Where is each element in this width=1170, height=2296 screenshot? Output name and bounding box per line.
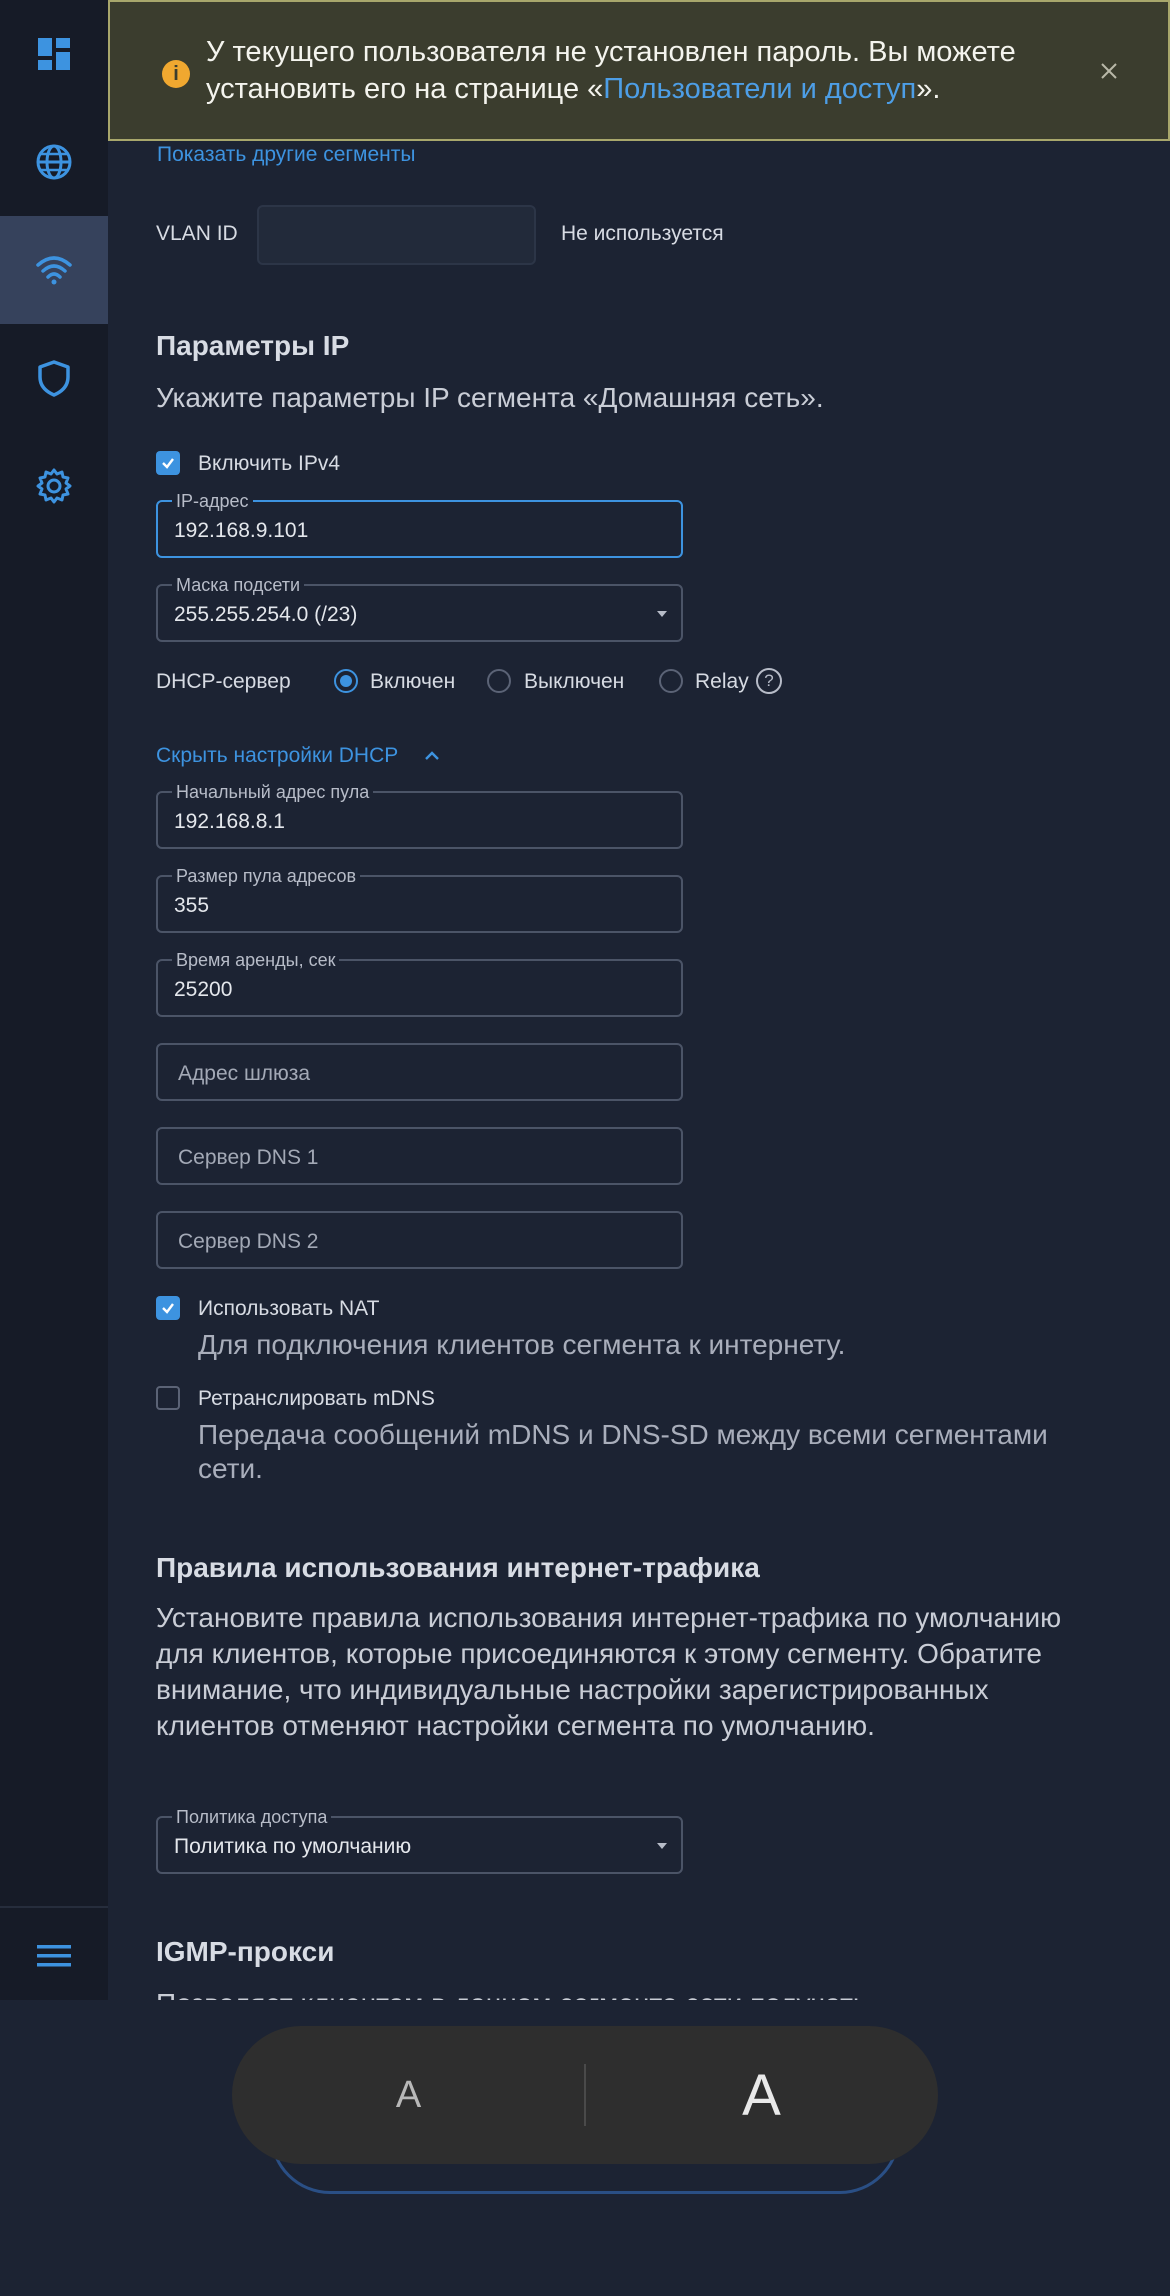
- dropdown-caret-icon: [657, 1843, 667, 1849]
- lease-time-value: 25200: [174, 978, 233, 1001]
- use-nat-checkbox[interactable]: [156, 1296, 180, 1320]
- vlan-id-hint: Не используется: [561, 222, 724, 245]
- banner-text-before: У текущего пользователя не установлен пароль. Вы можете установить его на странице «: [206, 36, 1016, 105]
- hide-dhcp-settings-link[interactable]: [156, 744, 442, 768]
- pool-size-legend: Размер пула адресов: [172, 866, 360, 886]
- sidebar: [0, 0, 108, 2000]
- pool-size-field[interactable]: [156, 866, 683, 933]
- show-other-segments-link[interactable]: Показать другие сегменты: [157, 143, 416, 166]
- dns1-placeholder: Сервер DNS 1: [178, 1146, 319, 1169]
- chevron-up-icon: [422, 749, 442, 763]
- traffic-section-title: Правила использования интернет-трафика: [156, 1552, 760, 1583]
- dns2-field[interactable]: [156, 1211, 683, 1269]
- enable-ipv4-label: Включить IPv4: [198, 452, 341, 475]
- pool-start-legend: Начальный адрес пула: [172, 782, 373, 802]
- sidebar-item-security[interactable]: [0, 324, 108, 432]
- check-icon: [160, 455, 176, 471]
- sidebar-menu-button[interactable]: [0, 1902, 108, 2010]
- traffic-section-description: Установите правила использования интернет-трафика по умолчанию для клиентов, которые присоединяются к этому сегменту. Обратите внимание, что индивидуальные настройки зарегистрированных клиентов отменяют настройки сегмента по умолчанию.: [156, 1602, 1062, 1741]
- ip-section-description: Укажите параметры IP сегмента «Домашняя сеть».: [156, 382, 824, 413]
- gear-icon: [32, 464, 76, 508]
- wifi-icon: [32, 248, 76, 292]
- subnet-mask-select[interactable]: [156, 575, 683, 642]
- dhcp-radio-relay-label: Relay: [695, 670, 749, 693]
- relay-mdns-description: Передача сообщений mDNS и DNS-SD между всеми сегментами сети.: [198, 1419, 1048, 1484]
- pool-size-value: 355: [174, 894, 210, 917]
- hamburger-icon: [32, 1934, 76, 1978]
- vlan-id-input[interactable]: [257, 205, 536, 265]
- dhcp-radio-enabled-label: Включен: [370, 670, 456, 693]
- gateway-placeholder: Адрес шлюза: [178, 1062, 311, 1085]
- relay-mdns-label: Ретранслировать mDNS: [198, 1387, 435, 1410]
- lease-time-field[interactable]: [156, 950, 683, 1017]
- users-access-link[interactable]: Пользователи и доступ: [603, 73, 917, 105]
- help-icon[interactable]: ?: [756, 668, 782, 694]
- check-icon: [160, 1300, 176, 1316]
- enable-ipv4-checkbox[interactable]: [156, 451, 180, 475]
- dropdown-caret-icon: [657, 611, 667, 617]
- font-size-popup: [232, 2026, 938, 2164]
- hide-dhcp-settings-label: Скрыть настройки DHCP: [156, 744, 398, 767]
- vlan-id-label: VLAN ID: [156, 222, 238, 245]
- sidebar-item-wifi[interactable]: [0, 216, 108, 324]
- ip-address-legend: IP-адрес: [172, 491, 253, 511]
- dhcp-radio-enabled[interactable]: [334, 669, 358, 693]
- sidebar-item-dashboard[interactable]: [0, 0, 108, 108]
- sidebar-item-settings[interactable]: [0, 432, 108, 540]
- font-size-small-button[interactable]: A: [395, 2073, 422, 2116]
- access-policy-select[interactable]: [156, 1807, 683, 1874]
- relay-mdns-checkbox[interactable]: [156, 1386, 180, 1410]
- use-nat-description: Для подключения клиентов сегмента к интернету.: [198, 1329, 846, 1360]
- subnet-mask-value: 255.255.254.0 (/23): [174, 603, 358, 626]
- igmp-section-title: IGMP-прокси: [156, 1936, 335, 1967]
- dns2-placeholder: Сервер DNS 2: [178, 1230, 319, 1253]
- dhcp-radio-relay[interactable]: [659, 669, 683, 693]
- dhcp-radio-disabled[interactable]: [487, 669, 511, 693]
- globe-icon: [32, 140, 76, 184]
- info-icon: i: [162, 60, 190, 88]
- font-size-large-button[interactable]: A: [742, 2062, 781, 2128]
- access-policy-value: Политика по умолчанию: [174, 1835, 412, 1858]
- ip-section-title: Параметры IP: [156, 330, 350, 361]
- banner-text-after: ».: [916, 73, 941, 105]
- dns1-field[interactable]: [156, 1127, 683, 1185]
- shield-icon: [32, 356, 76, 400]
- gateway-field[interactable]: [156, 1043, 683, 1101]
- use-nat-label: Использовать NAT: [198, 1297, 380, 1320]
- pool-start-value: 192.168.8.1: [174, 810, 285, 833]
- pool-start-field[interactable]: [156, 782, 683, 849]
- sidebar-item-internet[interactable]: [0, 108, 108, 216]
- close-banner-button[interactable]: [1094, 56, 1124, 86]
- dhcp-server-label: DHCP-сервер: [156, 670, 291, 693]
- ip-address-value: 192.168.9.101: [174, 519, 309, 542]
- dashboard-icon: [32, 32, 76, 76]
- password-warning-text: [206, 34, 1046, 108]
- access-policy-legend: Политика доступа: [172, 1807, 331, 1827]
- dhcp-radio-disabled-label: Выключен: [524, 670, 625, 693]
- subnet-mask-legend: Маска подсети: [172, 575, 304, 595]
- close-icon: [1100, 62, 1118, 80]
- ip-address-field[interactable]: [156, 491, 683, 558]
- lease-time-legend: Время аренды, сек: [172, 950, 339, 970]
- password-warning-banner: [108, 0, 1170, 141]
